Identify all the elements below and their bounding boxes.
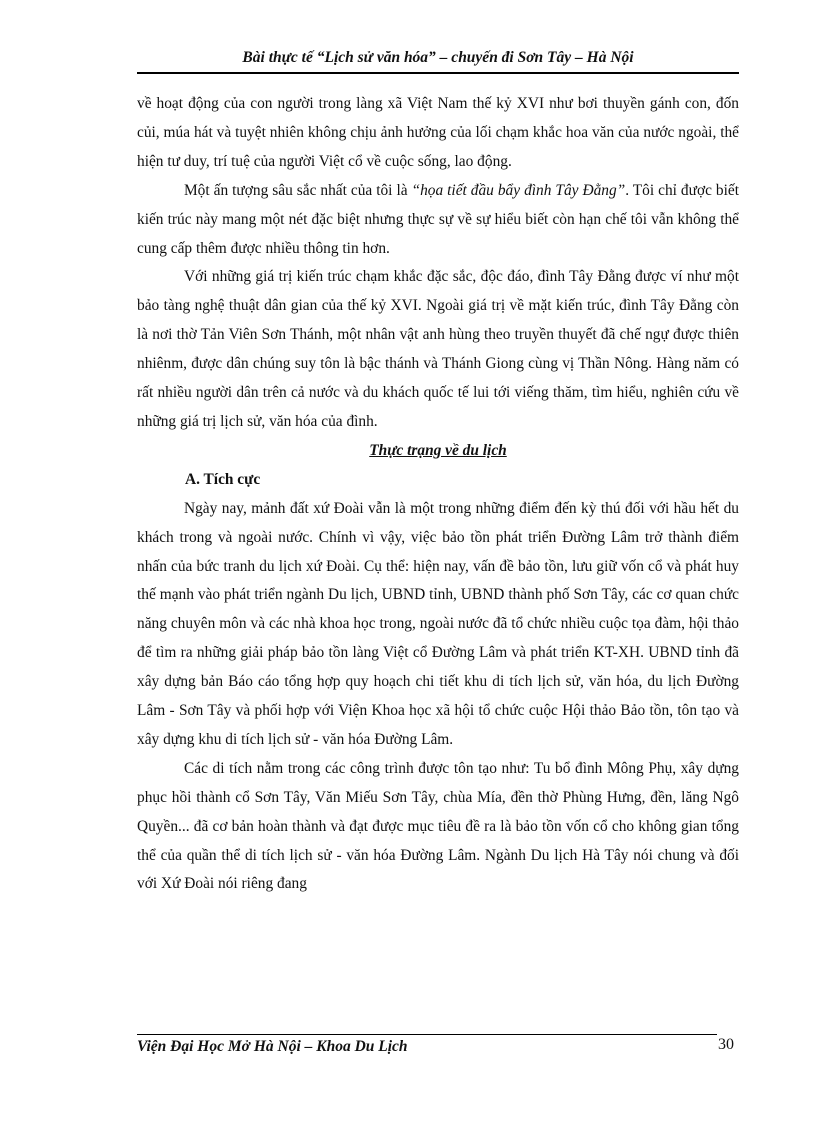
paragraph-2-text: Một ấn tượng sâu sắc nhất của tôi là <box>184 181 412 199</box>
paragraph-4: Ngày nay, mảnh đất xứ Đoài vẫn là một trong những điểm đến kỳ thú đối với hầu hết du khách trong và ngoài nước. Chính vì vậy, việc bảo tồn phát triển Đường Lâm trở thành điểm nhấn của bức tranh du lịch xứ Đoài. Cụ thể: hiện nay, vấn đề bảo tồn, lưu giữ vốn cổ và phát huy thế mạnh vào phát triển ngành Du lịch, UBND tỉnh, UBND thành phố Sơn Tây, các cơ quan chức năng chuyên môn và các nhà khoa học trong, ngoài nước đã tổ chức nhiều cuộc tọa đàm, hội thảo để tìm ra những giải pháp bảo tồn làng Việt cổ Đường Lâm và phát triển KT-XH. UBND tỉnh đã xây dựng bản Báo cáo tổng hợp quy hoạch chi tiết khu di tích lịch sử, văn hóa, du lịch Đường Lâm - Sơn Tây và phối hợp với Viện Khoa học xã hội tổ chức cuộc Hội thảo Bảo tồn, tôn tạo và xây dựng khu di tích lịch sử - văn hóa Đường Lâm. <box>137 499 739 748</box>
paragraph-1: về hoạt động của con người trong làng xã Việt Nam thế kỷ XVI như bơi thuyền gánh con, đốn củi, múa hát và tuyệt nhiên không chịu ảnh hưởng của lối chạm khắc hoa văn của nước ngoài, thể hiện tư duy, trí tuệ của người Việt cổ về cuộc sống, lao động. <box>137 95 739 170</box>
paragraph-2-quote: “họa tiết đầu bẩy đình Tây Đằng” <box>411 181 626 199</box>
paragraph-2-text-end: . Tôi chỉ được biết kiến trúc này mang một nét đặc biệt nhưng thực sự về sự hiểu biết còn hạn chế tôi vẫn không thể cung cấp thêm được nhiều thông tin hơn. <box>137 181 739 257</box>
page-header: Bài thực tế “Lịch sử văn hóa” – chuyến đi Sơn Tây – Hà Nội <box>137 44 739 74</box>
section-heading: Thực trạng về du lịch <box>369 441 507 459</box>
paragraph-3: Với những giá trị kiến trúc chạm khắc đặc sắc, độc đáo, đình Tây Đằng được ví như một bảo tàng nghệ thuật dân gian của thế kỷ XVI. Ngoài giá trị về mặt kiến trúc, đình Tây Đằng còn là nơi thờ Tản Viên Sơn Thánh, một nhân vật anh hùng theo truyền thuyết đã chế ngự được thiên nhiênm, được dân chúng suy tôn là bậc thánh và Thánh Giong cùng vị Thần Nông. Hàng năm có rất nhiều người dân trên cả nước và du khách quốc tế lui tới viếng thăm, tìm hiểu, nghiên cứu về những giá trị lịch sử, văn hóa của đình. <box>137 268 739 430</box>
page-number: 30 <box>718 1036 734 1053</box>
paragraph-2 <box>137 177 739 264</box>
footer-institution: Viện Đại Học Mở Hà Nội – Khoa Du Lịch <box>137 1038 408 1055</box>
footer-divider <box>137 1034 717 1035</box>
paragraph-5: Các di tích nằm trong các công trình được tôn tạo như: Tu bổ đình Mông Phụ, xây dựng phục hồi thành cổ Sơn Tây, Văn Miếu Sơn Tây, chùa Mía, đền thờ Phùng Hưng, đền, lăng Ngô Quyền... đã cơ bản hoàn thành và đạt được mục tiêu đề ra là bảo tồn vốn cổ cho không gian tổng thể của quần thể di tích lịch sử - văn hóa Đường Lâm. Ngành Du lịch Hà Tây nói chung và đối với Xứ Đoài nói riêng đang <box>137 759 739 893</box>
subheading: A. Tích cực <box>185 470 261 488</box>
document-body <box>137 90 739 899</box>
